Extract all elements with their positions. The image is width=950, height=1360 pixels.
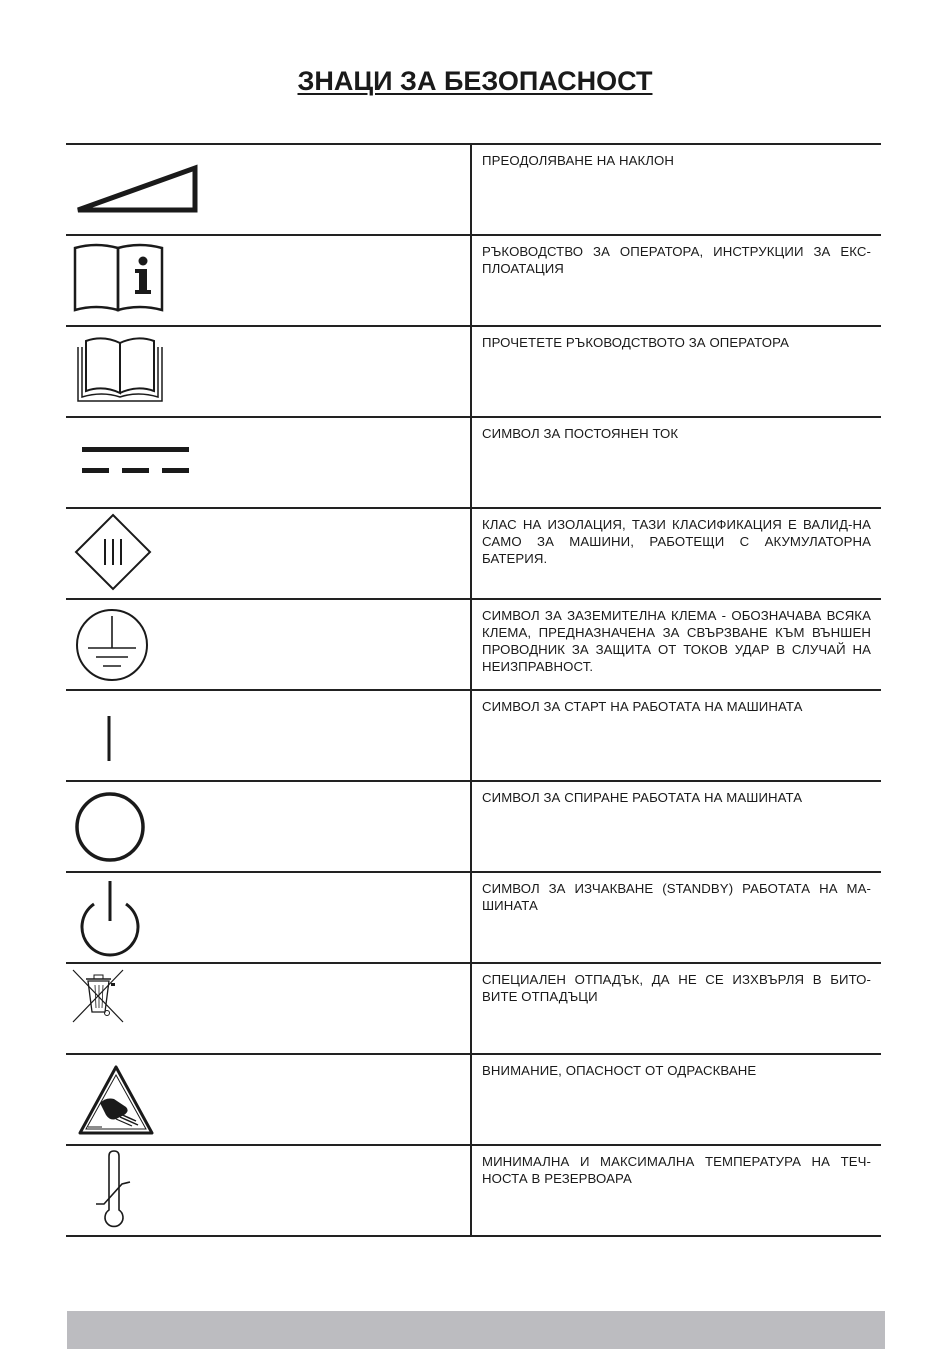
- standby-icon: [66, 873, 472, 962]
- table-row: [66, 598, 881, 689]
- table-row: [66, 416, 881, 507]
- sign-description: СИМВОЛ ЗА СТАРТ НА РАБОТАТА НА МАШИНАТА: [482, 699, 803, 714]
- sign-description: СПЕЦИАЛЕН ОТПАДЪК, ДА НЕ СЕ ИЗХВЪРЛЯ В БИТО-ВИТЕ ОТПАДЪЦИ: [482, 972, 871, 1004]
- earth-terminal-icon: [66, 600, 472, 689]
- footer-bar: [67, 1311, 885, 1349]
- sign-description: ПРЕОДОЛЯВАНЕ НА НАКЛОН: [482, 153, 675, 168]
- sign-description: СИМВОЛ ЗА ИЗЧАКВАНЕ (STANDBY) РАБОТАТА НА МА-ШИНАТА: [482, 881, 871, 913]
- page-title: ЗНАЦИ ЗА БЕЗОПАСНОСТ: [297, 66, 653, 96]
- power-off-icon: [66, 782, 472, 871]
- sign-description: СИМВОЛ ЗА СПИРАНЕ РАБОТАТА НА МАШИНАТА: [482, 790, 803, 805]
- sign-description: РЪКОВОДСТВО ЗА ОПЕРАТОРА, ИНСТРУКЦИИ ЗА ЕКС-ПЛОАТАЦИЯ: [482, 244, 871, 276]
- direct-current-icon: [66, 418, 472, 507]
- power-on-icon: [66, 691, 472, 780]
- table-row: [66, 962, 881, 1053]
- table-row: [66, 507, 881, 598]
- sign-description: МИНИМАЛНА И МАКСИМАЛНА ТЕМПЕРАТУРА НА ТЕЧ-НОСТА В РЕЗЕРВОАРА: [482, 1154, 871, 1186]
- table-row: [66, 1144, 881, 1237]
- table-row: [66, 1053, 881, 1144]
- table-row: [66, 143, 881, 234]
- insulation-class-iii-icon: [66, 509, 472, 598]
- thermometer-icon: [66, 1146, 472, 1237]
- table-row: [66, 325, 881, 416]
- sign-description: СИМВОЛ ЗА ЗАЗЕМИТЕЛНА КЛЕМА - ОБОЗНАЧАВА ВСЯКА КЛЕМА, ПРЕДНАЗНАЧЕНА ЗА СВЪРЗВАНЕ КЪМ ВЪНШЕН ПРОВОДНИК ЗА ЗАЩИТА ОТ ТОКОВ УДАР В СЛУЧАЙ НА НЕИЗПРАВНОСТ.: [482, 608, 871, 674]
- scratch-warning-icon: [66, 1055, 472, 1146]
- crossed-bin-icon: [66, 964, 472, 1053]
- read-manual-icon: [66, 327, 472, 416]
- sign-description: ПРОЧЕТЕТЕ РЪКОВОДСТВОТО ЗА ОПЕРАТОРА: [482, 335, 789, 350]
- table-row: [66, 689, 881, 780]
- table-row: [66, 234, 881, 325]
- sign-description: ВНИМАНИЕ, ОПАСНОСТ ОТ ОДРАСКВАНЕ: [482, 1063, 757, 1078]
- safety-signs-table: [66, 143, 881, 1237]
- table-row: [66, 871, 881, 962]
- manual-info-icon: [66, 236, 472, 325]
- sign-description: КЛАС НА ИЗОЛАЦИЯ, ТАЗИ КЛАСИФИКАЦИЯ Е ВАЛИД-НА САМО ЗА МАШИНИ, РАБОТЕЩИ С АКУМУЛАТОРНА БАТЕРИЯ.: [482, 517, 871, 566]
- sign-description: СИМВОЛ ЗА ПОСТОЯНЕН ТОК: [482, 426, 679, 441]
- table-row: [66, 780, 881, 871]
- slope-icon: [66, 145, 472, 234]
